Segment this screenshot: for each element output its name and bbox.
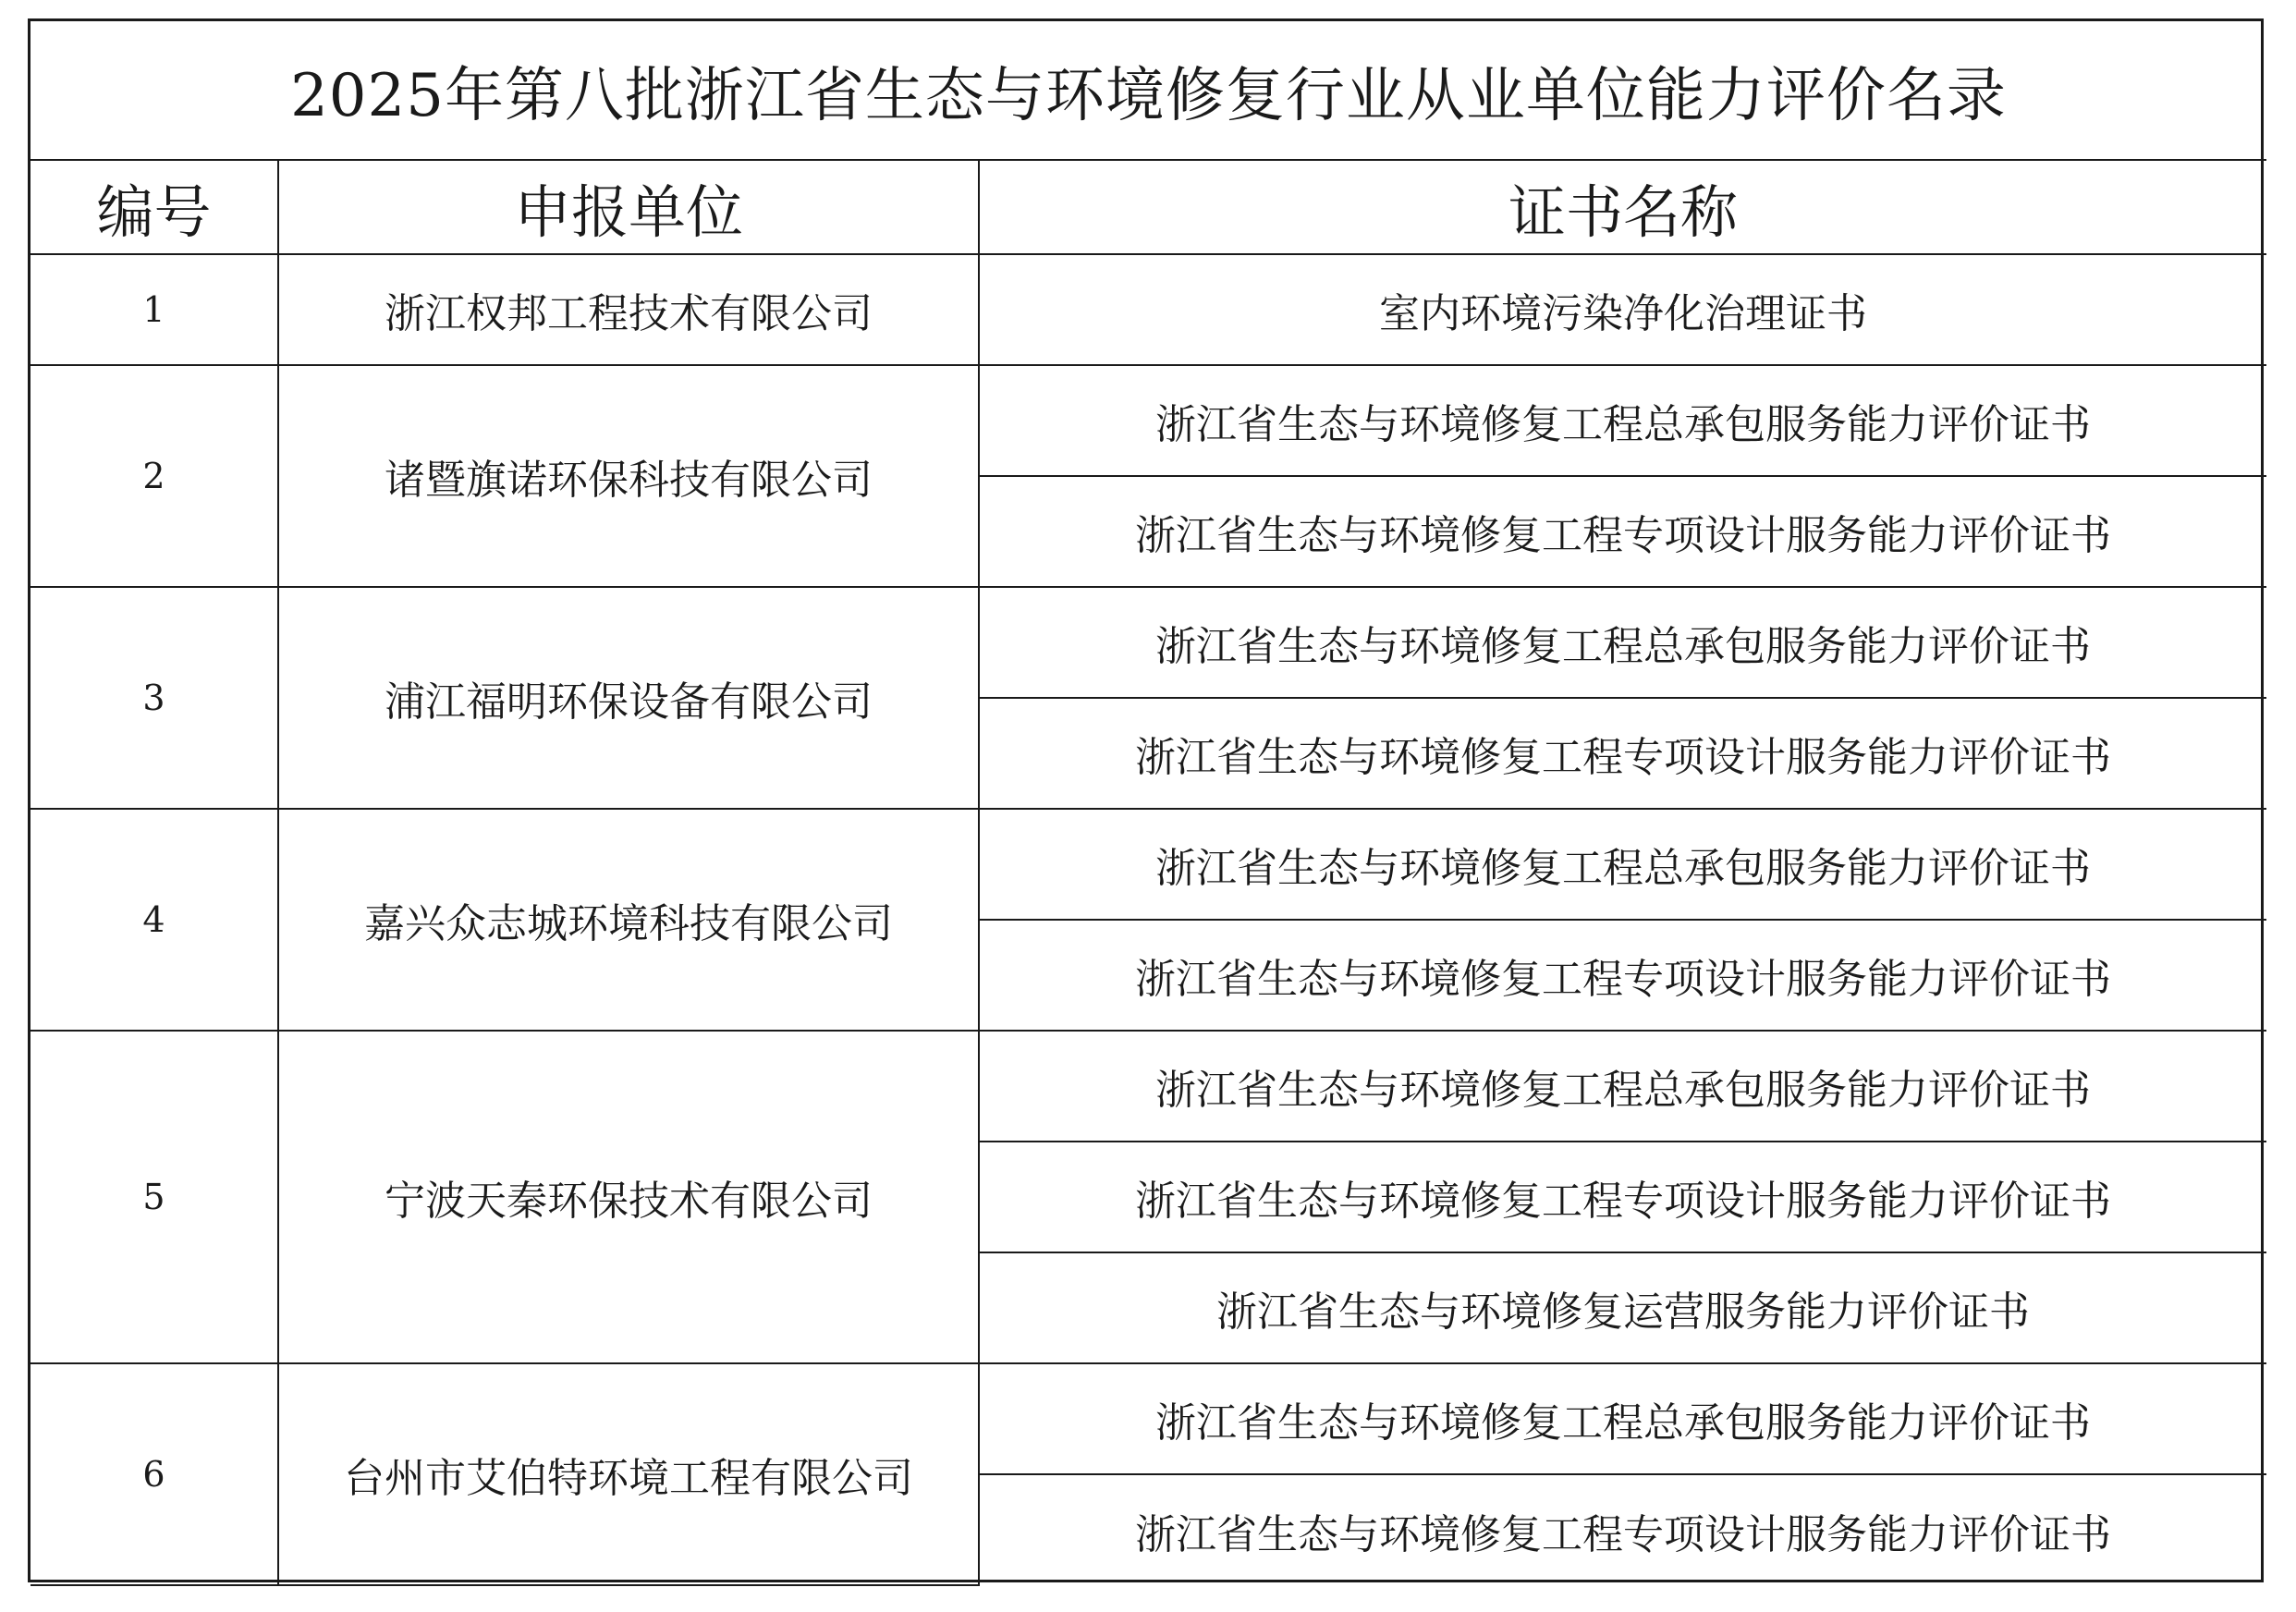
entry-certificate: 浙江省生态与环境修复工程专项设计服务能力评价证书 [979, 1142, 2266, 1252]
title-row [31, 21, 2266, 160]
entry-certificate: 浙江省生态与环境修复工程总承包服务能力评价证书 [979, 809, 2266, 920]
entry-unit: 台州市艾伯特环境工程有限公司 [278, 1363, 979, 1585]
entry-unit: 浙江权邦工程技术有限公司 [278, 254, 979, 365]
entry-number: 2 [31, 365, 278, 587]
header-number: 编号 [31, 160, 278, 254]
table-row [31, 365, 2266, 476]
entry-certificate: 浙江省生态与环境修复工程总承包服务能力评价证书 [979, 1031, 2266, 1142]
entry-unit: 宁波天秦环保技术有限公司 [278, 1031, 979, 1363]
entry-certificate: 浙江省生态与环境修复工程总承包服务能力评价证书 [979, 1363, 2266, 1474]
entry-certificate: 浙江省生态与环境修复工程总承包服务能力评价证书 [979, 587, 2266, 698]
entry-unit: 嘉兴众志城环境科技有限公司 [278, 809, 979, 1031]
header-unit: 申报单位 [278, 160, 979, 254]
entry-certificate: 浙江省生态与环境修复工程专项设计服务能力评价证书 [979, 476, 2266, 587]
table-row [31, 254, 2266, 365]
entry-certificate: 浙江省生态与环境修复工程专项设计服务能力评价证书 [979, 698, 2266, 809]
entry-certificate: 浙江省生态与环境修复工程总承包服务能力评价证书 [979, 365, 2266, 476]
page-title: 2025年第八批浙江省生态与环境修复行业从业单位能力评价名录 [31, 21, 2266, 160]
header-certificate: 证书名称 [979, 160, 2266, 254]
entry-number: 6 [31, 1363, 278, 1585]
table-row [31, 809, 2266, 920]
table-row [31, 1031, 2266, 1142]
table-row [31, 1363, 2266, 1474]
header-row [31, 160, 2266, 254]
entry-certificate: 室内环境污染净化治理证书 [979, 254, 2266, 365]
directory-table [31, 21, 2266, 1586]
entry-number: 3 [31, 587, 278, 809]
entry-certificate: 浙江省生态与环境修复工程专项设计服务能力评价证书 [979, 920, 2266, 1031]
entry-number: 4 [31, 809, 278, 1031]
entry-unit: 诸暨旗诺环保科技有限公司 [278, 365, 979, 587]
entry-certificate: 浙江省生态与环境修复工程专项设计服务能力评价证书 [979, 1474, 2266, 1585]
entry-certificate: 浙江省生态与环境修复运营服务能力评价证书 [979, 1252, 2266, 1363]
entry-unit: 浦江福明环保设备有限公司 [278, 587, 979, 809]
table-row [31, 587, 2266, 698]
entry-number: 5 [31, 1031, 278, 1363]
document-page [28, 18, 2264, 1582]
entry-number: 1 [31, 254, 278, 365]
